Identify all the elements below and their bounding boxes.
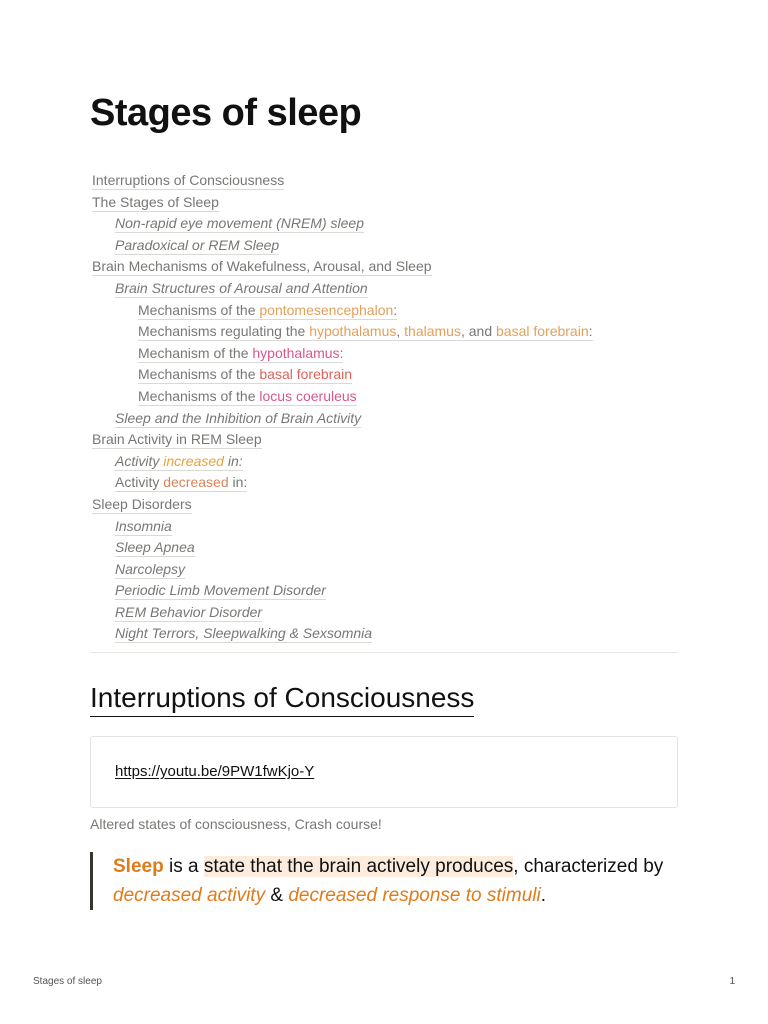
toc-link[interactable]	[92, 258, 432, 276]
toc-link-text: REM Behavior Disorder	[115, 603, 263, 620]
toc-link[interactable]	[92, 431, 262, 449]
toc-link[interactable]	[92, 194, 219, 212]
toc-link-text: Mechanisms of the	[138, 301, 260, 318]
toc-item[interactable]	[92, 343, 678, 365]
toc-link-text: Non-rapid eye movement (NREM) sleep	[115, 215, 364, 232]
toc-link[interactable]	[92, 496, 192, 514]
quote-text: .	[540, 885, 547, 906]
toc-link-text: pontomesencephalon	[259, 301, 394, 318]
toc-item[interactable]	[92, 602, 678, 624]
toc-link-text: Activity	[115, 452, 164, 469]
toc-link[interactable]	[138, 388, 357, 406]
divider	[90, 652, 678, 653]
section-heading: Interruptions of Consciousness	[90, 682, 474, 717]
toc-link[interactable]	[92, 172, 284, 190]
definition-quote	[90, 852, 680, 910]
quote-text: , characterized by	[513, 856, 664, 877]
toc-link-text: locus coeruleus	[259, 387, 357, 404]
toc-link[interactable]	[115, 582, 326, 600]
toc-link-text: in:	[223, 452, 243, 469]
toc-link[interactable]	[115, 453, 243, 471]
toc-item[interactable]	[92, 300, 678, 322]
toc-link-text: Mechanism of the	[138, 344, 253, 361]
quote-emphasis: decreased activity	[113, 885, 266, 906]
toc-link[interactable]	[115, 410, 361, 428]
toc-item[interactable]	[92, 364, 678, 386]
quote-emphasis: decreased response to stimuli	[288, 885, 541, 906]
toc-link[interactable]	[115, 625, 372, 643]
toc-link-text: Brain Mechanisms of Wakefulness, Arousal, and Sleep	[92, 258, 432, 275]
toc-item[interactable]	[92, 256, 678, 278]
toc-item[interactable]	[92, 451, 678, 473]
quote-highlight: state that the brain actively produces	[203, 856, 514, 877]
toc-item[interactable]	[92, 321, 678, 343]
toc-link[interactable]	[115, 518, 172, 536]
toc-link-text: Brain Structures of Arousal and Attention	[115, 279, 368, 296]
toc-link-text: The Stages of Sleep	[92, 193, 219, 210]
toc-link[interactable]	[115, 561, 185, 579]
toc-link-text: Insomnia	[115, 517, 172, 534]
toc-item[interactable]	[92, 235, 678, 257]
bookmark-caption: Altered states of consciousness, Crash course!	[90, 816, 382, 832]
toc-item[interactable]	[92, 192, 678, 214]
toc-link-text: Mechanisms of the	[138, 366, 260, 383]
toc-link[interactable]	[115, 215, 364, 233]
toc-link[interactable]	[138, 366, 352, 384]
toc-link-text: decreased	[163, 474, 229, 491]
toc-link[interactable]	[138, 302, 397, 320]
toc-item[interactable]	[92, 516, 678, 538]
toc-item[interactable]	[92, 623, 678, 645]
toc-link[interactable]	[115, 280, 368, 298]
toc-item[interactable]	[92, 386, 678, 408]
toc-item[interactable]	[92, 537, 678, 559]
toc-item[interactable]	[92, 559, 678, 581]
toc-link[interactable]	[138, 323, 593, 341]
toc-link-text: Periodic Limb Movement Disorder	[115, 582, 326, 599]
toc-link-text: in:	[228, 474, 248, 491]
toc-link-text: basal forebrain	[259, 366, 353, 383]
footer-page-number: 1	[729, 976, 735, 987]
toc-link-text: Activity	[115, 474, 164, 491]
toc-link-text: :	[588, 323, 593, 340]
toc-link-text: thalamus	[404, 323, 461, 340]
video-bookmark[interactable]	[90, 736, 678, 808]
bookmark-link[interactable]: https://youtu.be/9PW1fwKjo-Y	[115, 763, 315, 780]
toc-link[interactable]	[115, 474, 247, 492]
table-of-contents	[92, 170, 678, 645]
quote-term: Sleep	[113, 856, 164, 877]
toc-item[interactable]	[92, 278, 678, 300]
toc-link-text: Night Terrors, Sleepwalking & Sexsomnia	[115, 625, 373, 642]
toc-link[interactable]	[138, 345, 343, 363]
toc-link-text: Interruptions of Consciousness	[92, 172, 285, 188]
toc-link[interactable]	[115, 604, 262, 622]
footer-doc-title: Stages of sleep	[33, 976, 102, 987]
toc-link-text: Brain Activity in REM Sleep	[92, 431, 262, 448]
toc-item[interactable]	[92, 408, 678, 430]
toc-item[interactable]	[92, 580, 678, 602]
toc-link[interactable]	[115, 237, 279, 255]
toc-link[interactable]	[115, 539, 195, 557]
quote-text: is a	[163, 856, 204, 877]
toc-link-text: Paradoxical or REM Sleep	[115, 236, 280, 253]
toc-link-text: increased	[163, 452, 224, 469]
toc-link-text: hypothalamus	[309, 323, 397, 340]
toc-link-text: Sleep Disorders	[92, 495, 192, 512]
page-title: Stages of sleep	[90, 92, 362, 134]
toc-link-text: Sleep and the Inhibition of Brain Activity	[115, 409, 362, 426]
toc-item[interactable]	[92, 170, 678, 192]
toc-item[interactable]	[92, 213, 678, 235]
toc-link-text: Narcolepsy	[115, 560, 186, 577]
toc-link-text: , and	[460, 323, 496, 340]
toc-link-text: :	[339, 344, 344, 361]
toc-item[interactable]	[92, 494, 678, 516]
toc-link-text: hypothalamus	[252, 344, 340, 361]
toc-link-text: Mechanisms of the	[138, 387, 260, 404]
toc-link-text: :	[393, 301, 398, 318]
toc-link-text: basal forebrain	[496, 323, 589, 340]
toc-link-text: Sleep Apnea	[115, 539, 195, 556]
toc-item[interactable]	[92, 429, 678, 451]
toc-item[interactable]	[92, 472, 678, 494]
quote-text: &	[265, 885, 289, 906]
toc-link-text: Mechanisms regulating the	[138, 323, 310, 340]
toc-link-text: ,	[396, 323, 405, 340]
